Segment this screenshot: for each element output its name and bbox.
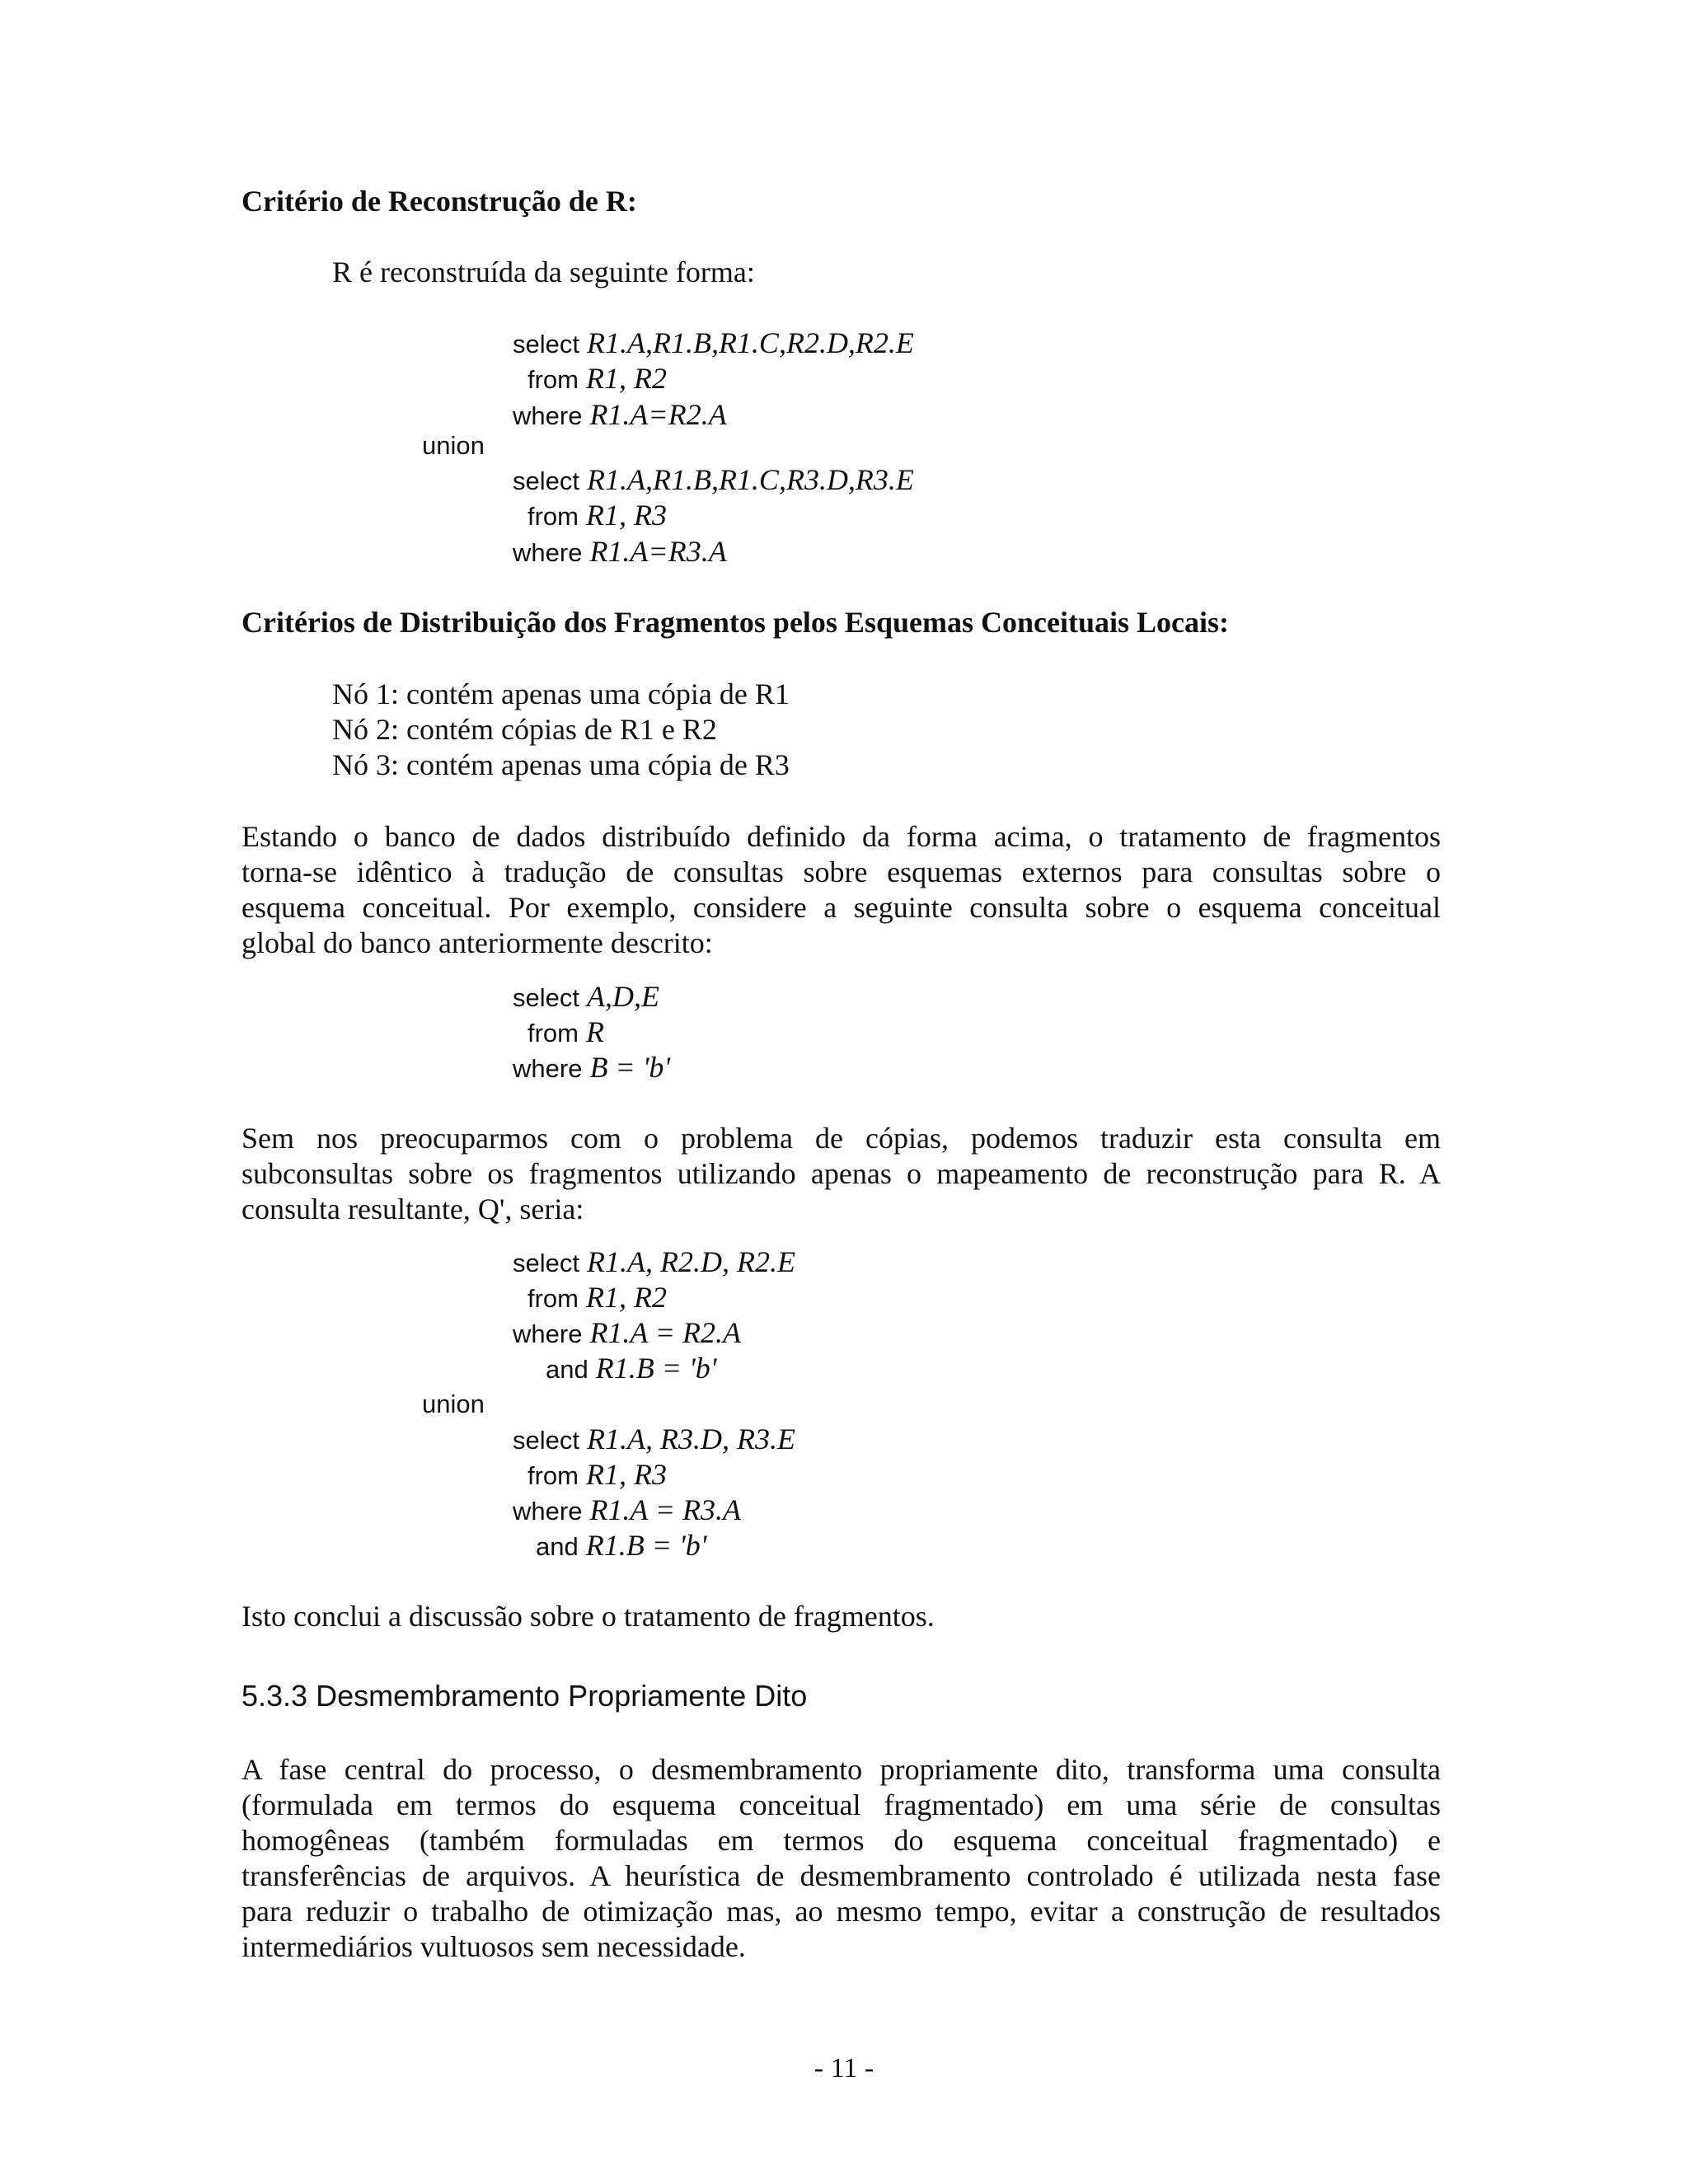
- sql-keyword: from: [528, 1019, 579, 1047]
- sql-expression: R: [586, 1015, 604, 1048]
- section-title: 5.3.3 Desmembramento Propriamente Dito: [241, 1679, 808, 1713]
- paragraph-4-line-3: homogêneas (também formuladas em termos do esquema conceitual fragmentado) e: [241, 1824, 1441, 1857]
- sql-keyword: from: [528, 1284, 579, 1313]
- paragraph-4-line-5: para reduzir o trabalho de otimização mas, ao mesmo tempo, evitar a construção de resultados: [241, 1895, 1441, 1928]
- query3-line2: [528, 1279, 667, 1317]
- query3-line7: [513, 1492, 741, 1530]
- reconstruction-intro: R é reconstruída da seguinte forma:: [332, 255, 755, 288]
- sql-expression: R1.A,R1.B,R1.C,R2.D,R2.E: [586, 326, 914, 359]
- sql-keyword: from: [528, 502, 579, 531]
- paragraph-4-line-1: A fase central do processo, o desmembramento propriamente dito, transforma uma consulta: [241, 1753, 1441, 1786]
- sql-keyword: from: [528, 1461, 579, 1490]
- query1-union: union: [422, 431, 485, 460]
- query3-line5: [513, 1421, 795, 1459]
- sql-expression: R1.A=R2.A: [589, 398, 727, 431]
- sql-keyword: and: [536, 1532, 579, 1561]
- sql-keyword: select: [513, 983, 579, 1012]
- node-2-item: Nó 2: contém cópias de R1 e R2: [332, 713, 717, 746]
- query1-line4: [513, 462, 914, 499]
- paragraph-4-line-6: intermediários vultuosos sem necessidade.: [241, 1930, 746, 1963]
- query3-line3: [513, 1315, 741, 1352]
- sql-expression: R1.B = 'b': [585, 1529, 707, 1562]
- paragraph-2-line-2: subconsultas sobre os fragmentos utilizando apenas o mapeamento de reconstrução para R. A: [241, 1157, 1441, 1190]
- query2-line3: [513, 1049, 670, 1087]
- heading-distribution-criteria: Critérios de Distribuição dos Fragmentos pelos Esquemas Conceituais Locais:: [241, 606, 1229, 639]
- sql-keyword: where: [513, 401, 583, 430]
- sql-keyword: select: [513, 466, 579, 495]
- query1-line3: [513, 396, 727, 434]
- query3-line1: [513, 1244, 795, 1282]
- sql-expression: R1.A=R3.A: [589, 535, 727, 568]
- sql-keyword: where: [513, 538, 583, 567]
- sql-expression: R1.B = 'b': [595, 1352, 717, 1385]
- paragraph-1-line-3: esquema conceitual. Por exemplo, considere a seguinte consulta sobre o esquema conceitual: [241, 891, 1441, 924]
- sql-keyword: where: [513, 1319, 583, 1348]
- page-number: - 11 -: [814, 2053, 874, 2083]
- sql-keyword: select: [513, 1249, 579, 1277]
- paragraph-1-line-1: Estando o banco de dados distribuído definido da forma acima, o tratamento de fragmentos: [241, 820, 1441, 853]
- node-3-item: Nó 3: contém apenas uma cópia de R3: [332, 748, 790, 781]
- paragraph-1-line-4: global do banco anteriormente descrito:: [241, 926, 713, 959]
- node-1-item: Nó 1: contém apenas uma cópia de R1: [332, 677, 790, 710]
- sql-expression: R1.A = R3.A: [589, 1493, 742, 1526]
- sql-expression: R1.A = R2.A: [589, 1316, 742, 1349]
- query1-line2: [528, 360, 667, 398]
- paragraph-4-line-2: (formulada em termos do esquema conceitual fragmentado) em uma série de consultas: [241, 1788, 1441, 1821]
- sql-expression: R1.A,R1.B,R1.C,R3.D,R3.E: [586, 463, 914, 496]
- sql-keyword: and: [546, 1355, 588, 1384]
- paragraph-2-line-1: Sem nos preocuparmos com o problema de cópias, podemos traduzir esta consulta em: [241, 1122, 1441, 1155]
- sql-expression: R1, R2: [586, 362, 667, 395]
- paragraph-2-line-3: consulta resultante, Q', seria:: [241, 1193, 584, 1226]
- sql-expression: R1, R3: [586, 1458, 667, 1491]
- paragraph-1-line-2: torna-se idêntico à tradução de consultas sobre esquemas externos para consultas sobre o: [241, 855, 1441, 888]
- sql-keyword: select: [513, 1426, 579, 1455]
- query1-line6: [513, 533, 727, 571]
- sql-expression: R1.A, R2.D, R2.E: [586, 1245, 795, 1278]
- sql-keyword: from: [528, 365, 579, 394]
- sql-expression: R1, R2: [586, 1281, 667, 1314]
- paragraph-4-line-4: transferências de arquivos. A heurística de desmembramento controlado é utilizada nesta fase: [241, 1859, 1441, 1892]
- query1-line1: [513, 325, 914, 363]
- query2-line2: [528, 1014, 604, 1052]
- sql-expression: A,D,E: [586, 980, 659, 1013]
- query3-line8: [536, 1527, 706, 1565]
- query2-line1: [513, 978, 659, 1016]
- sql-keyword: where: [513, 1497, 583, 1526]
- sql-expression: R1, R3: [586, 499, 667, 532]
- query3-line4: [546, 1350, 716, 1388]
- query3-union: union: [422, 1390, 485, 1418]
- sql-keyword: select: [513, 330, 579, 359]
- paragraph-3: Isto conclui a discussão sobre o tratamento de fragmentos.: [241, 1600, 935, 1633]
- query3-line6: [528, 1456, 667, 1494]
- sql-expression: R1.A, R3.D, R3.E: [586, 1422, 795, 1455]
- query1-line5: [528, 497, 667, 535]
- heading-reconstruction-criterion: Critério de Reconstrução de R:: [241, 185, 637, 218]
- sql-keyword: where: [513, 1054, 583, 1083]
- sql-expression: B = 'b': [589, 1051, 671, 1084]
